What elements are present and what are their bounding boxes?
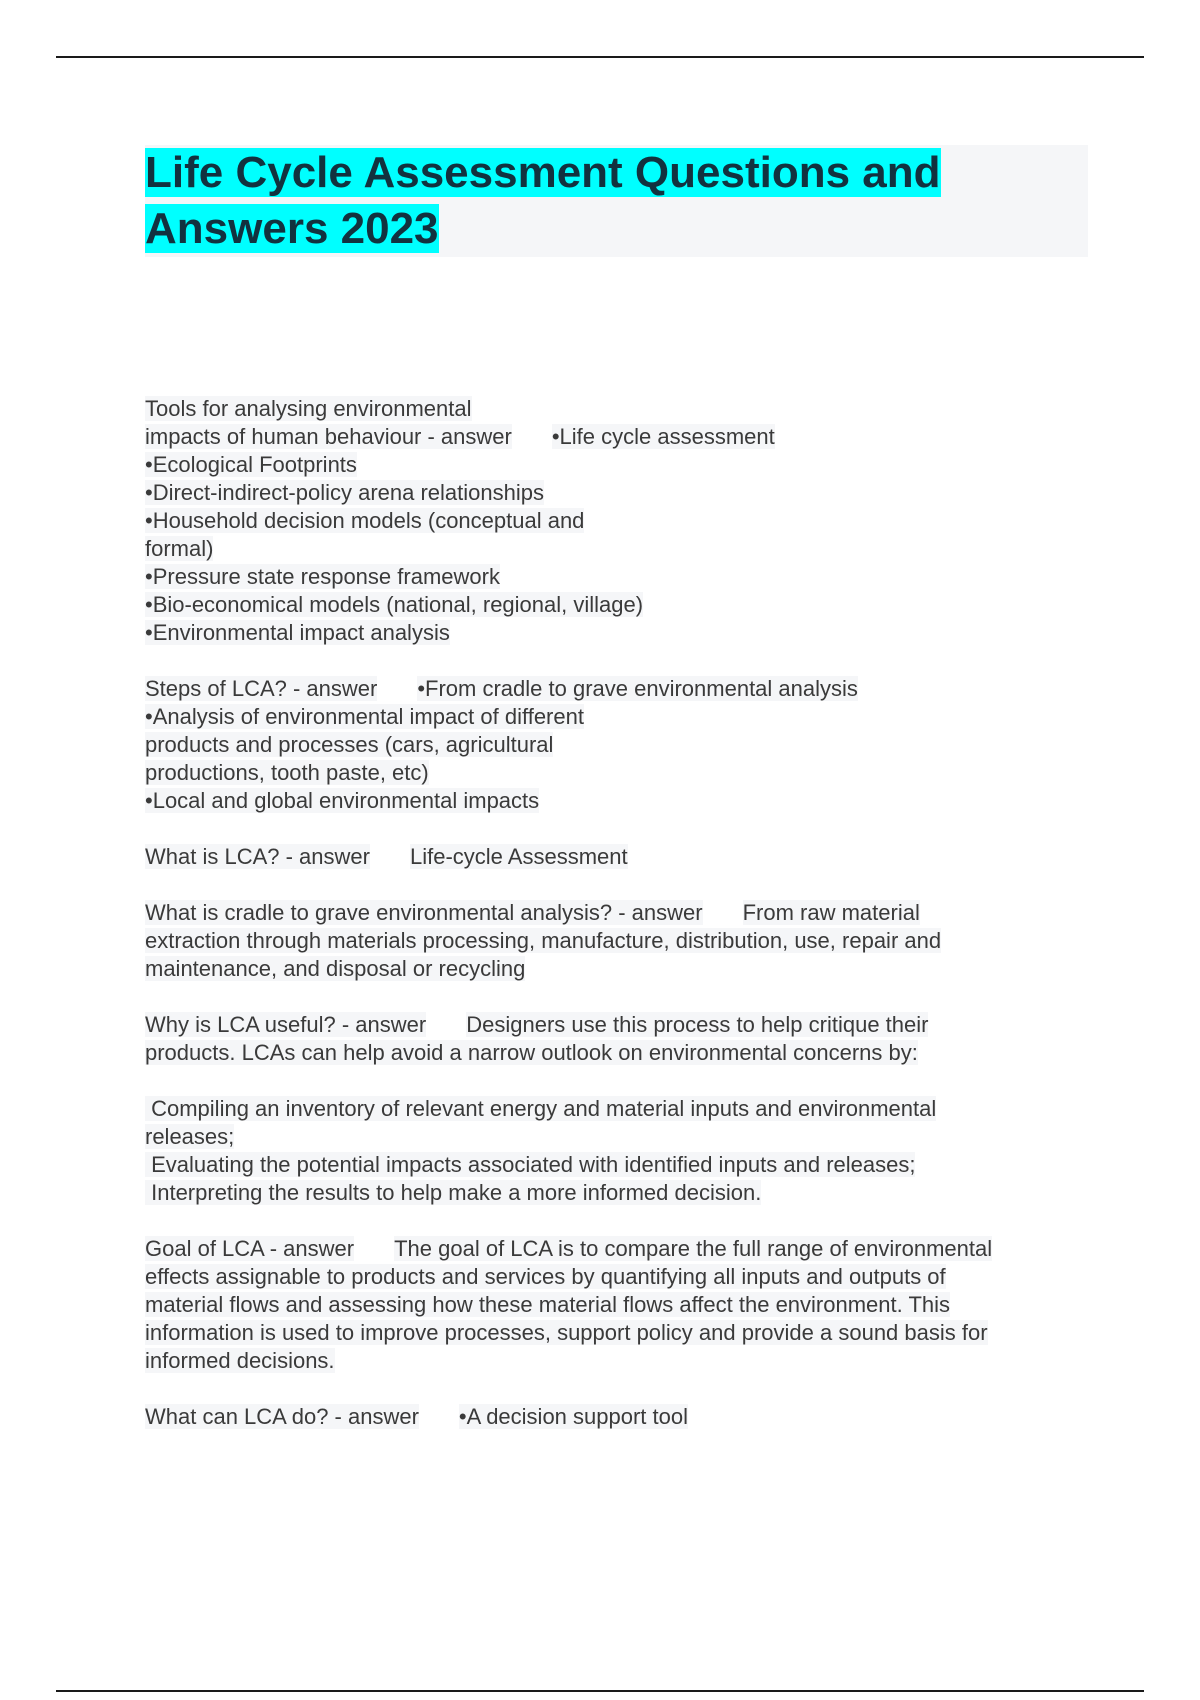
- question-text: What can LCA do? - answer: [145, 1404, 419, 1429]
- answer-line: informed decisions.: [145, 1348, 335, 1373]
- answer-text: Life-cycle Assessment: [409, 844, 628, 869]
- answer-line: maintenance, and disposal or recycling: [145, 956, 526, 981]
- answer-text: •A decision support tool: [458, 1404, 688, 1429]
- answer-line: products. LCAs can help avoid a narrow outlook on environmental concerns by:: [145, 1040, 918, 1065]
- answer-list-item: Evaluating the potential impacts associated with identified inputs and releases;: [145, 1152, 916, 1177]
- qa-item-tools: [145, 395, 1085, 647]
- answer-list-item: releases;: [145, 1124, 235, 1149]
- answer-line: •Environmental impact analysis: [145, 620, 450, 645]
- answer-text: Designers use this process to help critique their: [466, 1012, 929, 1037]
- question-text: Goal of LCA - answer: [145, 1236, 355, 1261]
- answer-line: material flows and assessing how these material flows affect the environment. This: [145, 1292, 951, 1317]
- question-text: impacts of human behaviour - answer: [145, 424, 512, 449]
- bottom-rule: [56, 1690, 1144, 1692]
- answer-line: •Pressure state response framework: [145, 564, 500, 589]
- qa-item-what-is-lca: [145, 843, 1085, 871]
- qa-item-why-useful: [145, 1011, 1085, 1207]
- answer-text: •From cradle to grave environmental analysis: [417, 676, 858, 701]
- qa-content: [145, 395, 1085, 1459]
- answer-text: From raw material: [742, 900, 920, 925]
- answer-line: productions, tooth paste, etc): [145, 760, 429, 785]
- answer-line: formal): [145, 536, 214, 561]
- qa-item-goal: [145, 1235, 1085, 1375]
- qa-item-what-can-lca-do: [145, 1403, 1085, 1431]
- answer-line: •Ecological Footprints: [145, 452, 357, 477]
- qa-item-cradle-to-grave: [145, 899, 1085, 983]
- answer-line: extraction through materials processing, manufacture, distribution, use, repair and: [145, 928, 942, 953]
- answer-text: •Life cycle assessment: [551, 424, 775, 449]
- answer-line: •Household decision models (conceptual and: [145, 508, 585, 533]
- answer-list-item: Compiling an inventory of relevant energy and material inputs and environmental: [145, 1096, 937, 1121]
- question-text: What is cradle to grave environmental analysis? - answer: [145, 900, 703, 925]
- question-text: What is LCA? - answer: [145, 844, 370, 869]
- answer-line: •Local and global environmental impacts: [145, 788, 540, 813]
- top-rule: [56, 56, 1144, 58]
- answer-line: effects assignable to products and services by quantifying all inputs and outputs of: [145, 1264, 946, 1289]
- title-block: [145, 145, 1088, 257]
- title-line-1: Life Cycle Assessment Questions and: [145, 148, 941, 197]
- title-line-2: Answers 2023: [145, 204, 439, 253]
- answer-line: •Direct-indirect-policy arena relationships: [145, 480, 544, 505]
- answer-list-item: Interpreting the results to help make a more informed decision.: [145, 1180, 762, 1205]
- qa-item-steps: [145, 675, 1085, 815]
- answer-text: The goal of LCA is to compare the full range of environmental: [394, 1236, 993, 1261]
- answer-line: information is used to improve processes, support policy and provide a sound basis for: [145, 1320, 988, 1345]
- question-text: Tools for analysing environmental: [145, 396, 472, 421]
- answer-line: •Analysis of environmental impact of different: [145, 704, 584, 729]
- answer-line: •Bio-economical models (national, regional, village): [145, 592, 644, 617]
- question-text: Steps of LCA? - answer: [145, 676, 378, 701]
- page-title: [145, 145, 1088, 257]
- answer-line: products and processes (cars, agricultural: [145, 732, 554, 757]
- question-text: Why is LCA useful? - answer: [145, 1012, 427, 1037]
